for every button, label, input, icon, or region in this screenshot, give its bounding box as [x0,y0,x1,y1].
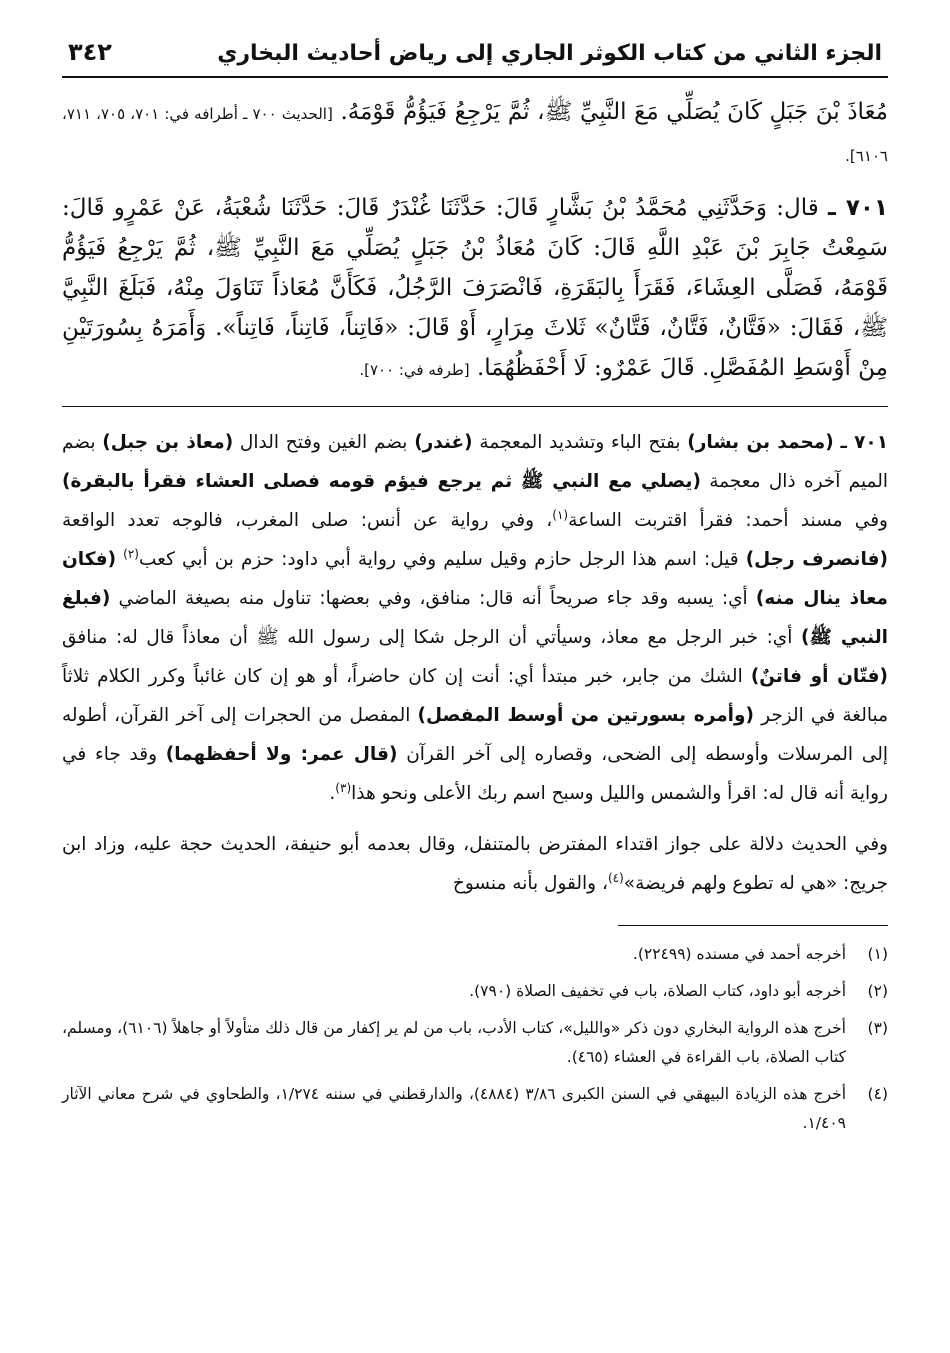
commentary-text: بفتح الباء وتشديد المعجمة [472,432,688,453]
footnote-number: (٣) [867,1019,888,1037]
commentary-text: وفي الحديث دلالة على جواز اقتداء المفترض بالمتنفل، وقال بعدمه أبو حنيفة، الحديث حجة عليه، وزاد ابن جريج: «هي له تطوع ولهم فريضة» [62,834,888,894]
page-number: ٣٤٢ [68,38,112,66]
hadith-700-ref: [الحديث ٧٠٠ ـ أطرافه في: ٧٠١، ٧٠٥، ٧١١، ٦١٠٦]. [62,105,888,165]
footnote-text: أخرج هذه الزيادة البيهقي في السنن الكبرى ٣/٨٦ (٤٨٨٤)، والدارقطني في سننه ١/٢٧٤، والطحاوي في شرح معاني الآثار ١/٤٠٩. [62,1085,847,1132]
running-header [62,38,888,78]
footnote-3 [62,1014,888,1072]
commentary-lemma: (قال عمر: ولا أحفظهما) [165,744,398,765]
commentary-text: وقد جاء في رواية أنه قال له: اقرأ والشمس والليل وسبح اسم ربك الأعلى ونحو هذا [62,744,888,804]
commentary-lemma: (فكان معاذ ينال منه) [62,549,888,609]
hadith-text-block [62,92,888,390]
commentary-lemma: (فبلغ النبي ﷺ) [62,588,889,648]
footnote-text: أخرجه أحمد في مسنده (٢٢٤٩٩). [632,945,846,963]
commentary-lemma: (معاذ بن جبل) [102,432,234,453]
commentary-text: أي: يسبه وقد جاء صريحاً أنه قال: منافق، وفي بعضها: تناول منه بصيغة الماضي [110,588,756,609]
footnote-ref-4[interactable]: (٤) [607,870,624,885]
commentary-text: الشك من جابر، خبر مبتدأ أي: أنت إن كان حاضراً، أو هو إن كان غائباً وكرر الكلام ثلاثاً مبالغة في الزجر [62,666,888,726]
hadith-701-text: قال: وَحَدَّثَنِي مُحَمَّدُ بْنُ بَشَّارٍ قَالَ: حَدَّثَنَا غُنْدَرٌ قَالَ: حَدَّثَنَا شُعْبَةُ، عَنْ عَمْرٍو قَالَ: سَمِعْتُ جَابِرَ بْنَ عَبْدِ اللَّهِ قَالَ: كَانَ مُعَاذُ بْنُ جَبَلٍ يُصَلِّي مَعَ النَّبِيِّ ﷺ، ثُمَّ يَرْجِعُ فَيَؤُمُّ قَوْمَهُ، فَصَلَّى العِشَاءَ، فَقَرَأَ بِالبَقَرَةِ، فَانْصَرَفَ الرَّجُلُ، فَكَأَنَّ مُعَاذاً تَنَاوَلَ مِنْهُ، فَبَلَغَ النَّبِيَّ ﷺ، فَقَالَ: «فَتَّانٌ، فَتَّانٌ، فَتَّانٌ» ثَلاثَ مِرَارٍ، أَوْ قَالَ: «فَاتِناً، فَاتِناً، فَاتِناً». وَأَمَرَهُ بِسُورَتَيْنِ مِنْ أَوْسَطِ المُفَصَّلِ. قَالَ عَمْرٌو: لَا أَحْفَظُهُمَا. [62,195,888,381]
hadith-700-text: مُعَاذَ بْنَ جَبَلٍ كَانَ يُصَلِّي مَعَ النَّبِيِّ ﷺ، ثُمَّ يَرْجِعُ فَيَؤُمُّ قَوْمَهُ. [340,99,888,125]
commentary-lemma: (وأمره بسورتين من أوسط المفصل) [417,705,754,726]
commentary-lemma: (فتّان أو فاتنٌ) [750,666,888,687]
footnote-number: (٤) [867,1085,888,1103]
footnotes-list [62,940,888,1138]
commentary-paragraph-2 [62,825,888,903]
commentary-text: بضم الميم آخره ذال معجمة [62,432,889,492]
book-page [62,38,888,1146]
commentary-lemma: (غندر) [414,432,473,453]
footnote-ref-3[interactable]: (٣) [335,780,352,795]
hadith-701-number: ٧٠١ ـ [828,195,888,221]
hadith-700-ending [62,92,888,176]
commentary-text: ، والقول بأنه منسوخ [452,873,608,894]
hadith-701 [62,188,888,390]
footnote-1 [62,940,888,969]
page-title: الجزء الثاني من كتاب الكوثر الجاري إلى رياض أحاديث البخاري [217,41,882,66]
commentary-text: وفي مسند أحمد: فقرأ اقتربت الساعة [568,510,888,531]
commentary-lemma: (يصلي مع النبي ﷺ ثم يرجع فيؤم قومه فصلى العشاء فقرأ بالبقرة) [62,471,701,492]
commentary-text: . [329,783,336,804]
footnote-text: أخرجه أبو داود، كتاب الصلاة، باب في تخفيف الصلاة (٧٩٠). [469,982,846,1000]
footnote-number: (١) [867,945,888,963]
commentary-text: بضم الغين وفتح الدال [233,432,415,453]
footnote-ref-1[interactable]: (١) [552,507,569,522]
commentary-text: أي: خبر الرجل مع معاذ، وسيأتي أن الرجل شكا إلى رسول الله ﷺ أن معاذاً قال له: منافق [62,627,801,648]
commentary-lemma: (محمد بن بشار) [687,432,834,453]
commentary-text: المفصل من الحجرات إلى آخر القرآن، أطوله إلى المرسلات وأوسطه إلى الضحى، وقصاره إلى آخر القرآن [62,705,888,765]
commentary-hadith-number: ٧٠١ ـ [840,432,888,453]
footnote-number: (٢) [867,982,888,1000]
commentary-block [62,423,888,903]
commentary-paragraph-1 [62,423,888,813]
commentary-lemma: (فانصرف رجل) [745,549,888,570]
footnote-divider [618,925,888,926]
commentary-text: ، وفي رواية عن أنس: صلى المغرب، فالوجه تعدد الواقعة [62,510,553,531]
section-divider [62,406,888,407]
footnote-text: أخرج هذه الرواية البخاري دون ذكر «والليل»، كتاب الأدب، باب من لم ير إكفار من قال ذلك متأولاً أو جاهلاً (٦١٠٦)، ومسلم، كتاب الصلاة، باب القراءة في العشاء (٤٦٥). [62,1019,846,1066]
footnote-2 [62,977,888,1006]
commentary-text: قيل: اسم هذا الرجل حازم وقيل سليم وفي رواية أبي داود: حزم بن أبي كعب [138,549,746,570]
hadith-701-ref: [طرفه في: ٧٠٠]. [359,361,470,379]
footnote-4 [62,1080,888,1138]
footnote-ref-2[interactable]: (٢) [123,546,139,561]
